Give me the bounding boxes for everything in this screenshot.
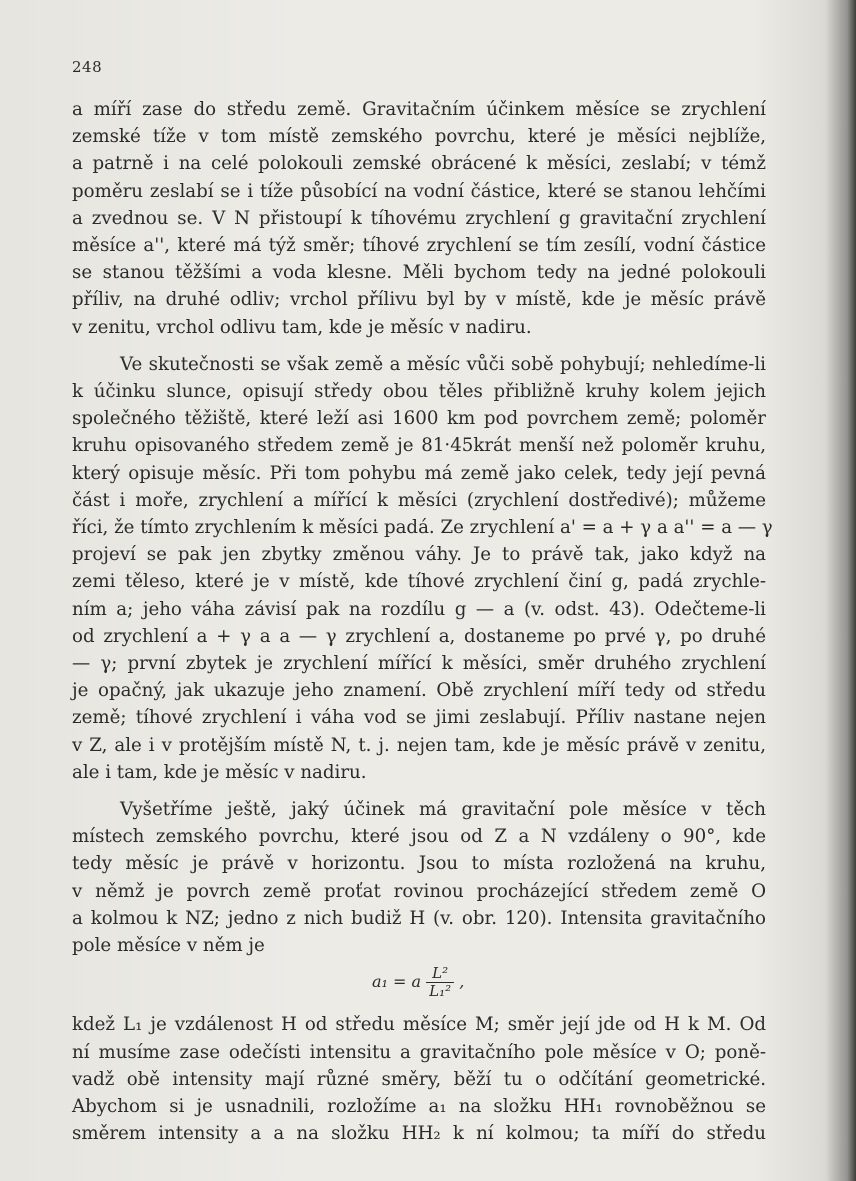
text-line: ale i tam, kde je měsíc v nadiru.	[72, 761, 367, 783]
text-line: v zenitu, vrchol odlivu tam, kde je měsíc v nadiru.	[72, 316, 532, 338]
text-line: tedy měsíc je právě v horizontu. Jsou to místa rozložená na kruhu,	[72, 853, 766, 875]
text-line: pole měsíce v něm je	[72, 935, 265, 957]
text-line: místech zemského povrchu, které jsou od Z a N vzdáleny o 90°, kde	[72, 826, 766, 848]
text-line: a zvednou se. V N přistoupí k tíhovému zrychlení g gravitační zrychlení	[72, 207, 766, 229]
text-line: kruhu opisovaného středem země je 81·45krát menší než poloměr kruhu,	[72, 435, 766, 457]
text-line: v Z, ale i v protějším místě N, t. j. nejen tam, kde je měsíc právě v zenitu,	[72, 734, 766, 756]
text-line: zemi těleso, které je v místě, kde tíhové zrychlení činí g, padá zrychle-	[72, 571, 766, 593]
equation-lhs: a₁ = a	[372, 972, 422, 992]
text-line: říci, že tímto zrychlením k měsíci padá. Ze zrychlení a' = a + γ a a'' = a — γ	[72, 517, 773, 539]
equation-fraction	[426, 965, 454, 1000]
equation-tail: ,	[459, 972, 465, 992]
text-line: Vyšetříme ještě, jaký účinek má gravitační pole měsíce v těch	[120, 799, 766, 821]
text-line: Abychom si je usnadnili, rozložíme a₁ na složku HH₁ rovnoběžnou se	[72, 1095, 766, 1117]
text-line: ním a; jeho váha závisí pak na rozdílu g — a (v. odst. 43). Odečteme-li	[72, 598, 766, 620]
text-line: příliv, na druhé odliv; vrchol přílivu byl by v místě, kde je měsíc právě	[72, 289, 766, 311]
text-line: který opisuje měsíc. Při tom pohybu má země jako celek, tedy její pevná	[72, 462, 766, 484]
text-line: ní musíme zase odečísti intensitu a gravitačního pole měsíce v O; poně-	[72, 1041, 766, 1063]
equation-numerator: L²	[426, 965, 454, 983]
text-line: země; tíhové zrychlení i váha vod se jimi zeslabují. Příliv nastane nejen	[72, 707, 766, 729]
text-line: měsíce a'', které má týž směr; tíhové zrychlení se tím zesílí, vodní částice	[72, 235, 766, 257]
paragraph-1	[72, 96, 766, 341]
page-number: 248	[72, 58, 103, 76]
paragraph-4	[72, 1011, 766, 1147]
text-line: projeví se pak jen zbytky změnou váhy. Je to právě tak, jako když na	[72, 544, 766, 566]
paragraph-2	[72, 351, 773, 786]
text-line: Ve skutečnosti se však země a měsíc vůči sobě pohybují; nehledíme-li	[120, 353, 766, 375]
text-line: je opačný, jak ukazuje jeho znamení. Obě zrychlení míří tedy od středu	[72, 680, 766, 702]
text-line: a míří zase do středu země. Gravitačním účinkem měsíce se zrychlení	[72, 99, 766, 120]
equation-denominator: L₁²	[429, 982, 452, 1001]
text-line: společného těžiště, které leží asi 1600 km pod povrchem země; poloměr	[72, 408, 766, 430]
text-line: k účinku slunce, opisují středy obou těles přibližně kruhy kolem jejich	[72, 381, 766, 403]
paragraph-3	[72, 796, 766, 959]
text-line: vadž obě intensity mají různé směry, běží tu o odčítání geometrické.	[72, 1068, 766, 1090]
text-line: část i moře, zrychlení a mířící k měsíci (zrychlení dostředivé); můžeme	[72, 489, 766, 511]
text-line: v němž je povrch země proťat rovinou procházející středem země O	[72, 880, 766, 902]
text-line: a kolmou k NZ; jedno z nich budiž H (v. obr. 120). Intensita gravitačního	[72, 907, 766, 929]
body-text	[72, 96, 773, 1157]
text-line: kdež L₁ je vzdálenost H od středu měsíce M; směr její jde od H k M. Od	[72, 1014, 766, 1036]
page-edge-shadow	[826, 0, 856, 1181]
equation-body	[372, 965, 464, 1000]
text-line: od zrychlení a + γ a a — γ zrychlení a, dostaneme po prvé γ, po druhé	[72, 625, 766, 647]
text-line: zemské tíže v tom místě zemského povrchu, které je měsíci nejblíže,	[72, 126, 766, 148]
text-line: poměru zeslabí se i tíže působící na vodní částice, které se stanou lehčími	[72, 180, 766, 202]
text-line: — γ; první zbytek je zrychlení mířící k měsíci, směr druhého zrychlení	[72, 653, 766, 675]
text-line: a patrně i na celé polokouli zemské obrácené k měsíci, zeslabí; v témž	[72, 153, 766, 175]
equation	[72, 959, 766, 1011]
text-line: se stanou těžšími a voda klesne. Měli bychom tedy na jedné polokouli	[72, 262, 766, 284]
text-line: směrem intensity a a na složku HH₂ k ní kolmou; ta míří do středu	[72, 1123, 766, 1145]
